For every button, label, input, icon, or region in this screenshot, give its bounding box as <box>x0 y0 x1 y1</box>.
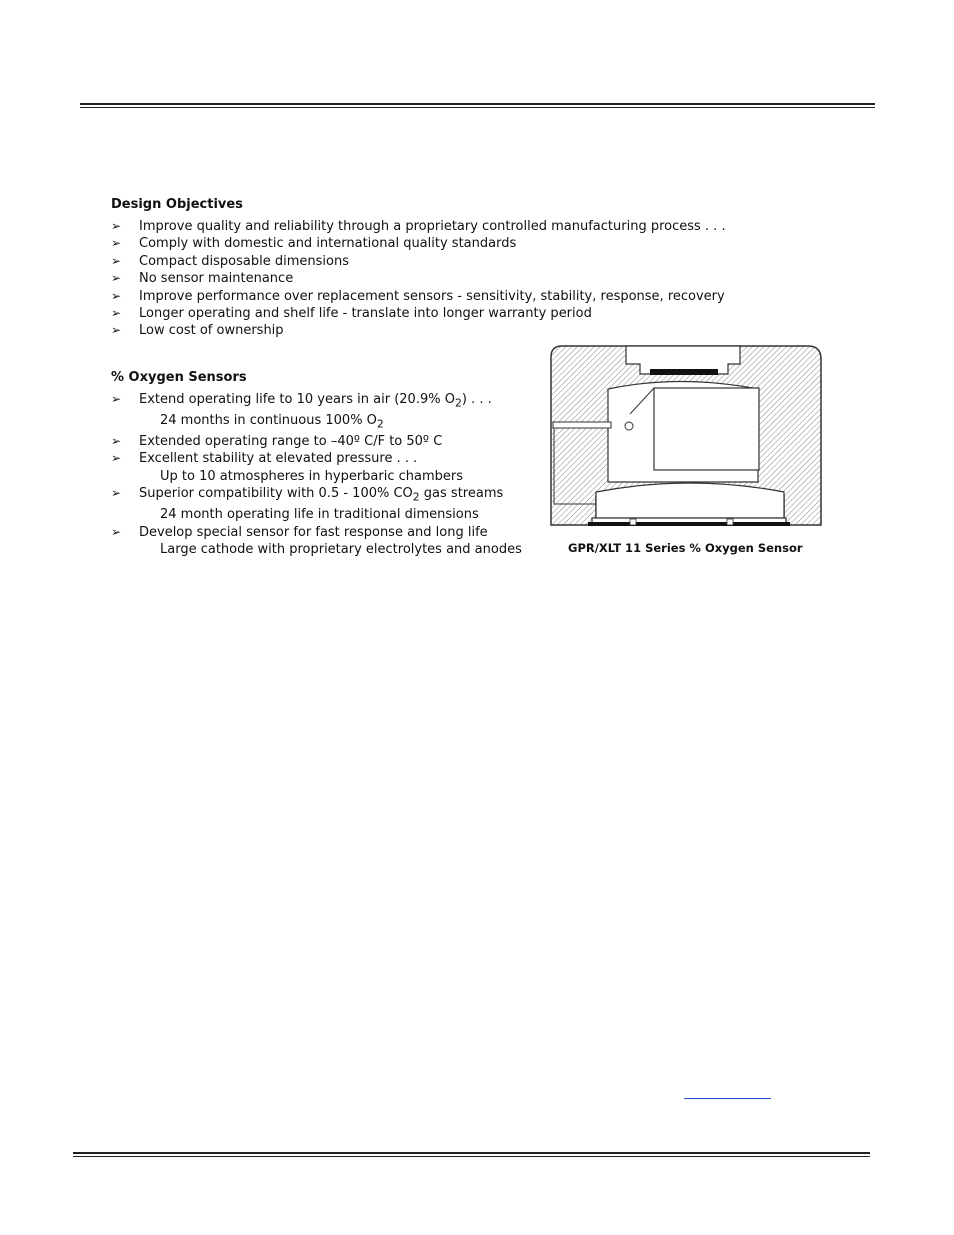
list-item: ➢ Superior compatibility with 0.5 - 100% $CO_2$ gas streams 24 month operating life in traditional dimensions <box>111 486 504 523</box>
arrow-bullet-icon: ➢ <box>111 451 122 466</box>
list-item: ➢ Low cost of ownership <box>111 323 284 339</box>
arrow-bullet-icon: ➢ <box>111 434 122 448</box>
arrow-bullet-icon: ➢ <box>111 306 122 321</box>
footer-link[interactable] <box>684 1098 771 1099</box>
arrow-bullet-icon: ➢ <box>111 253 122 268</box>
list-item: ➢ Excellent stability at elevated pressure . . . Up to 10 atmospheres in hyperbaric chambers <box>111 451 464 484</box>
arrow-bullet-icon: ➢ <box>111 392 122 406</box>
arrow-bullet-icon: ➢ <box>111 288 122 303</box>
arrow-bullet-icon: ➢ <box>111 236 122 251</box>
figure-caption: GPR/XLT 11 Series % Oxygen Sensor <box>568 541 803 555</box>
list-item: ➢ Comply with domestic and international quality standards <box>111 236 517 252</box>
list-item: ➢ Extend operating life to 10 years in air (20.9% $O_2$) . . . 24 months in continuous 100% $O_2$ <box>111 392 492 431</box>
arrow-bullet-icon: ➢ <box>111 323 122 338</box>
list-item: ➢ Compact disposable dimensions <box>111 253 349 269</box>
list-item: ➢ Longer operating and shelf life - translate into longer warranty period <box>111 306 592 322</box>
list-item: ➢ Extended operating range to –40º C/F to 50º C <box>111 434 443 449</box>
oxygen-sensors-heading: % Oxygen Sensors <box>111 370 247 385</box>
arrow-bullet-icon: ➢ <box>111 524 122 539</box>
list-item: ➢ Improve quality and reliability through a proprietary controlled manufacturing process . . . <box>111 219 726 234</box>
arrow-bullet-icon: ➢ <box>111 219 122 233</box>
design-objectives-heading: Design Objectives <box>111 197 243 212</box>
sensor-cross-section-drawing <box>540 344 830 530</box>
oxygen-sensors-list <box>111 391 522 558</box>
arrow-bullet-icon: ➢ <box>111 486 122 501</box>
list-item: ➢ No sensor maintenance <box>111 271 294 287</box>
list-item: ➢ Improve performance over replacement sensors - sensitivity, stability, response, recovery <box>111 288 725 304</box>
list-item: ➢ Develop special sensor for fast response and long life Large cathode with proprietary electrolytes and anodes <box>111 524 522 558</box>
design-objectives-list <box>111 218 726 340</box>
arrow-bullet-icon: ➢ <box>111 271 122 286</box>
